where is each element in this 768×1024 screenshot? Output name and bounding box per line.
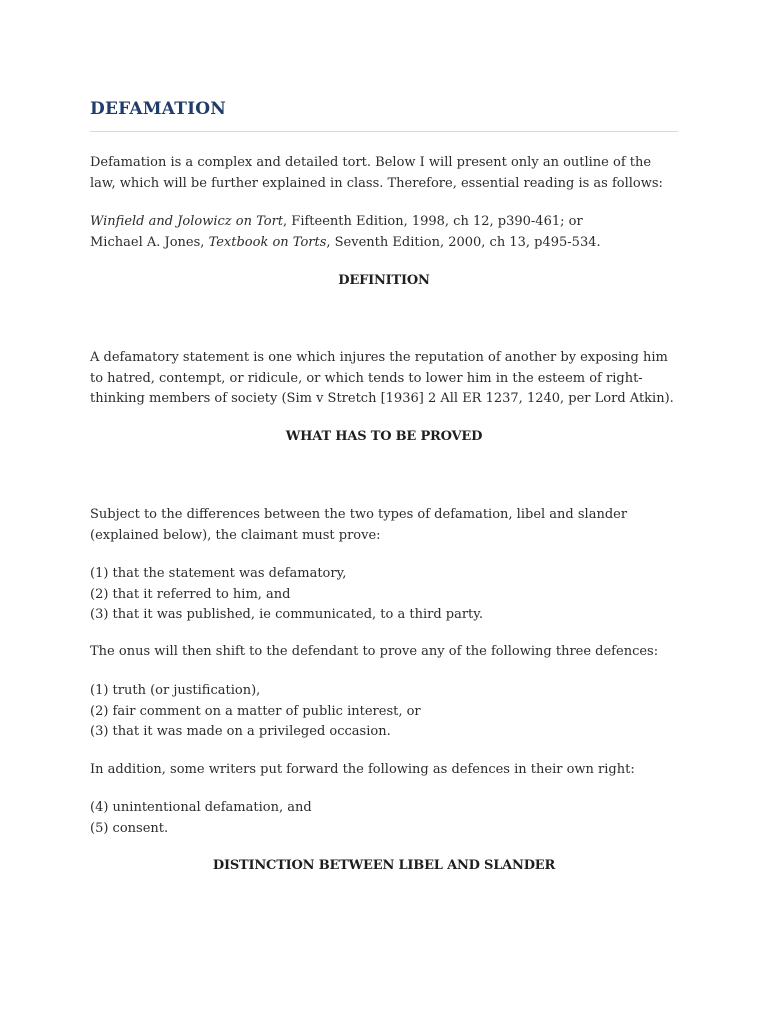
onus-text: The onus will then shift to the defendant to prove any of the following three defences:	[90, 644, 659, 659]
section-heading-proved: WHAT HAS TO BE PROVED	[285, 429, 483, 444]
list-item: (1) that the statement was defamatory,	[90, 566, 347, 581]
section-heading-distinction: DISTINCTION BETWEEN LIBEL AND SLANDER	[212, 858, 556, 873]
reading-item	[90, 233, 678, 254]
reading-details: , Fifteenth Edition, 1998, ch 12, p390-461; or	[283, 214, 583, 229]
prove-list	[90, 564, 678, 626]
list-item: (1) truth (or justification),	[90, 683, 261, 698]
page-title: DEFAMATION	[90, 99, 226, 119]
reading-details: , Seventh Edition, 2000, ch 13, p495-534.	[326, 234, 601, 250]
section-heading-definition: DEFINITION	[338, 273, 430, 288]
reading-title: Winfield and Jolowicz on Tort	[90, 214, 284, 229]
extra-defences-list	[90, 798, 678, 839]
reading-item	[90, 212, 678, 233]
list-item: (2) fair comment on a matter of public interest, or	[90, 703, 421, 719]
addition-paragraph	[90, 760, 678, 781]
list-item: (3) that it was published, ie communicated, to a third party.	[90, 607, 484, 622]
onus-paragraph	[90, 642, 678, 663]
proved-intro-paragraph	[90, 505, 678, 546]
list-item: (2) that it referred to him, and	[90, 586, 291, 602]
reading-author: Michael A. Jones,	[90, 234, 209, 250]
definition-paragraph	[90, 348, 678, 410]
intro-paragraph	[90, 153, 678, 194]
defences-list	[90, 681, 678, 743]
reading-title: Textbook on Torts	[208, 234, 327, 250]
title-divider	[90, 131, 678, 132]
list-item: (4) unintentional defamation, and	[90, 800, 312, 815]
intro-text: Defamation is a complex and detailed tort. Below I will present only an outline of the law, which will be further explained in class. Therefore, essential reading is as follows:	[90, 155, 663, 191]
list-item: (5) consent.	[90, 820, 169, 836]
addition-text: In addition, some writers put forward the following as defences in their own right:	[90, 762, 635, 777]
definition-text: A defamatory statement is one which injures the reputation of another by exposing him to hatred, contempt, or ridicule, or which tends to lower him in the esteem of right-thinking members of society (Sim v Stretch [1936] 2 All ER 1237, 1240, per Lord Atkin).	[90, 350, 674, 406]
reading-list	[90, 212, 678, 253]
proved-intro-text: Subject to the differences between the two types of defamation, libel and slander (explained below), the claimant must prove:	[90, 507, 628, 543]
list-item: (3) that it was made on a privileged occasion.	[90, 724, 391, 739]
